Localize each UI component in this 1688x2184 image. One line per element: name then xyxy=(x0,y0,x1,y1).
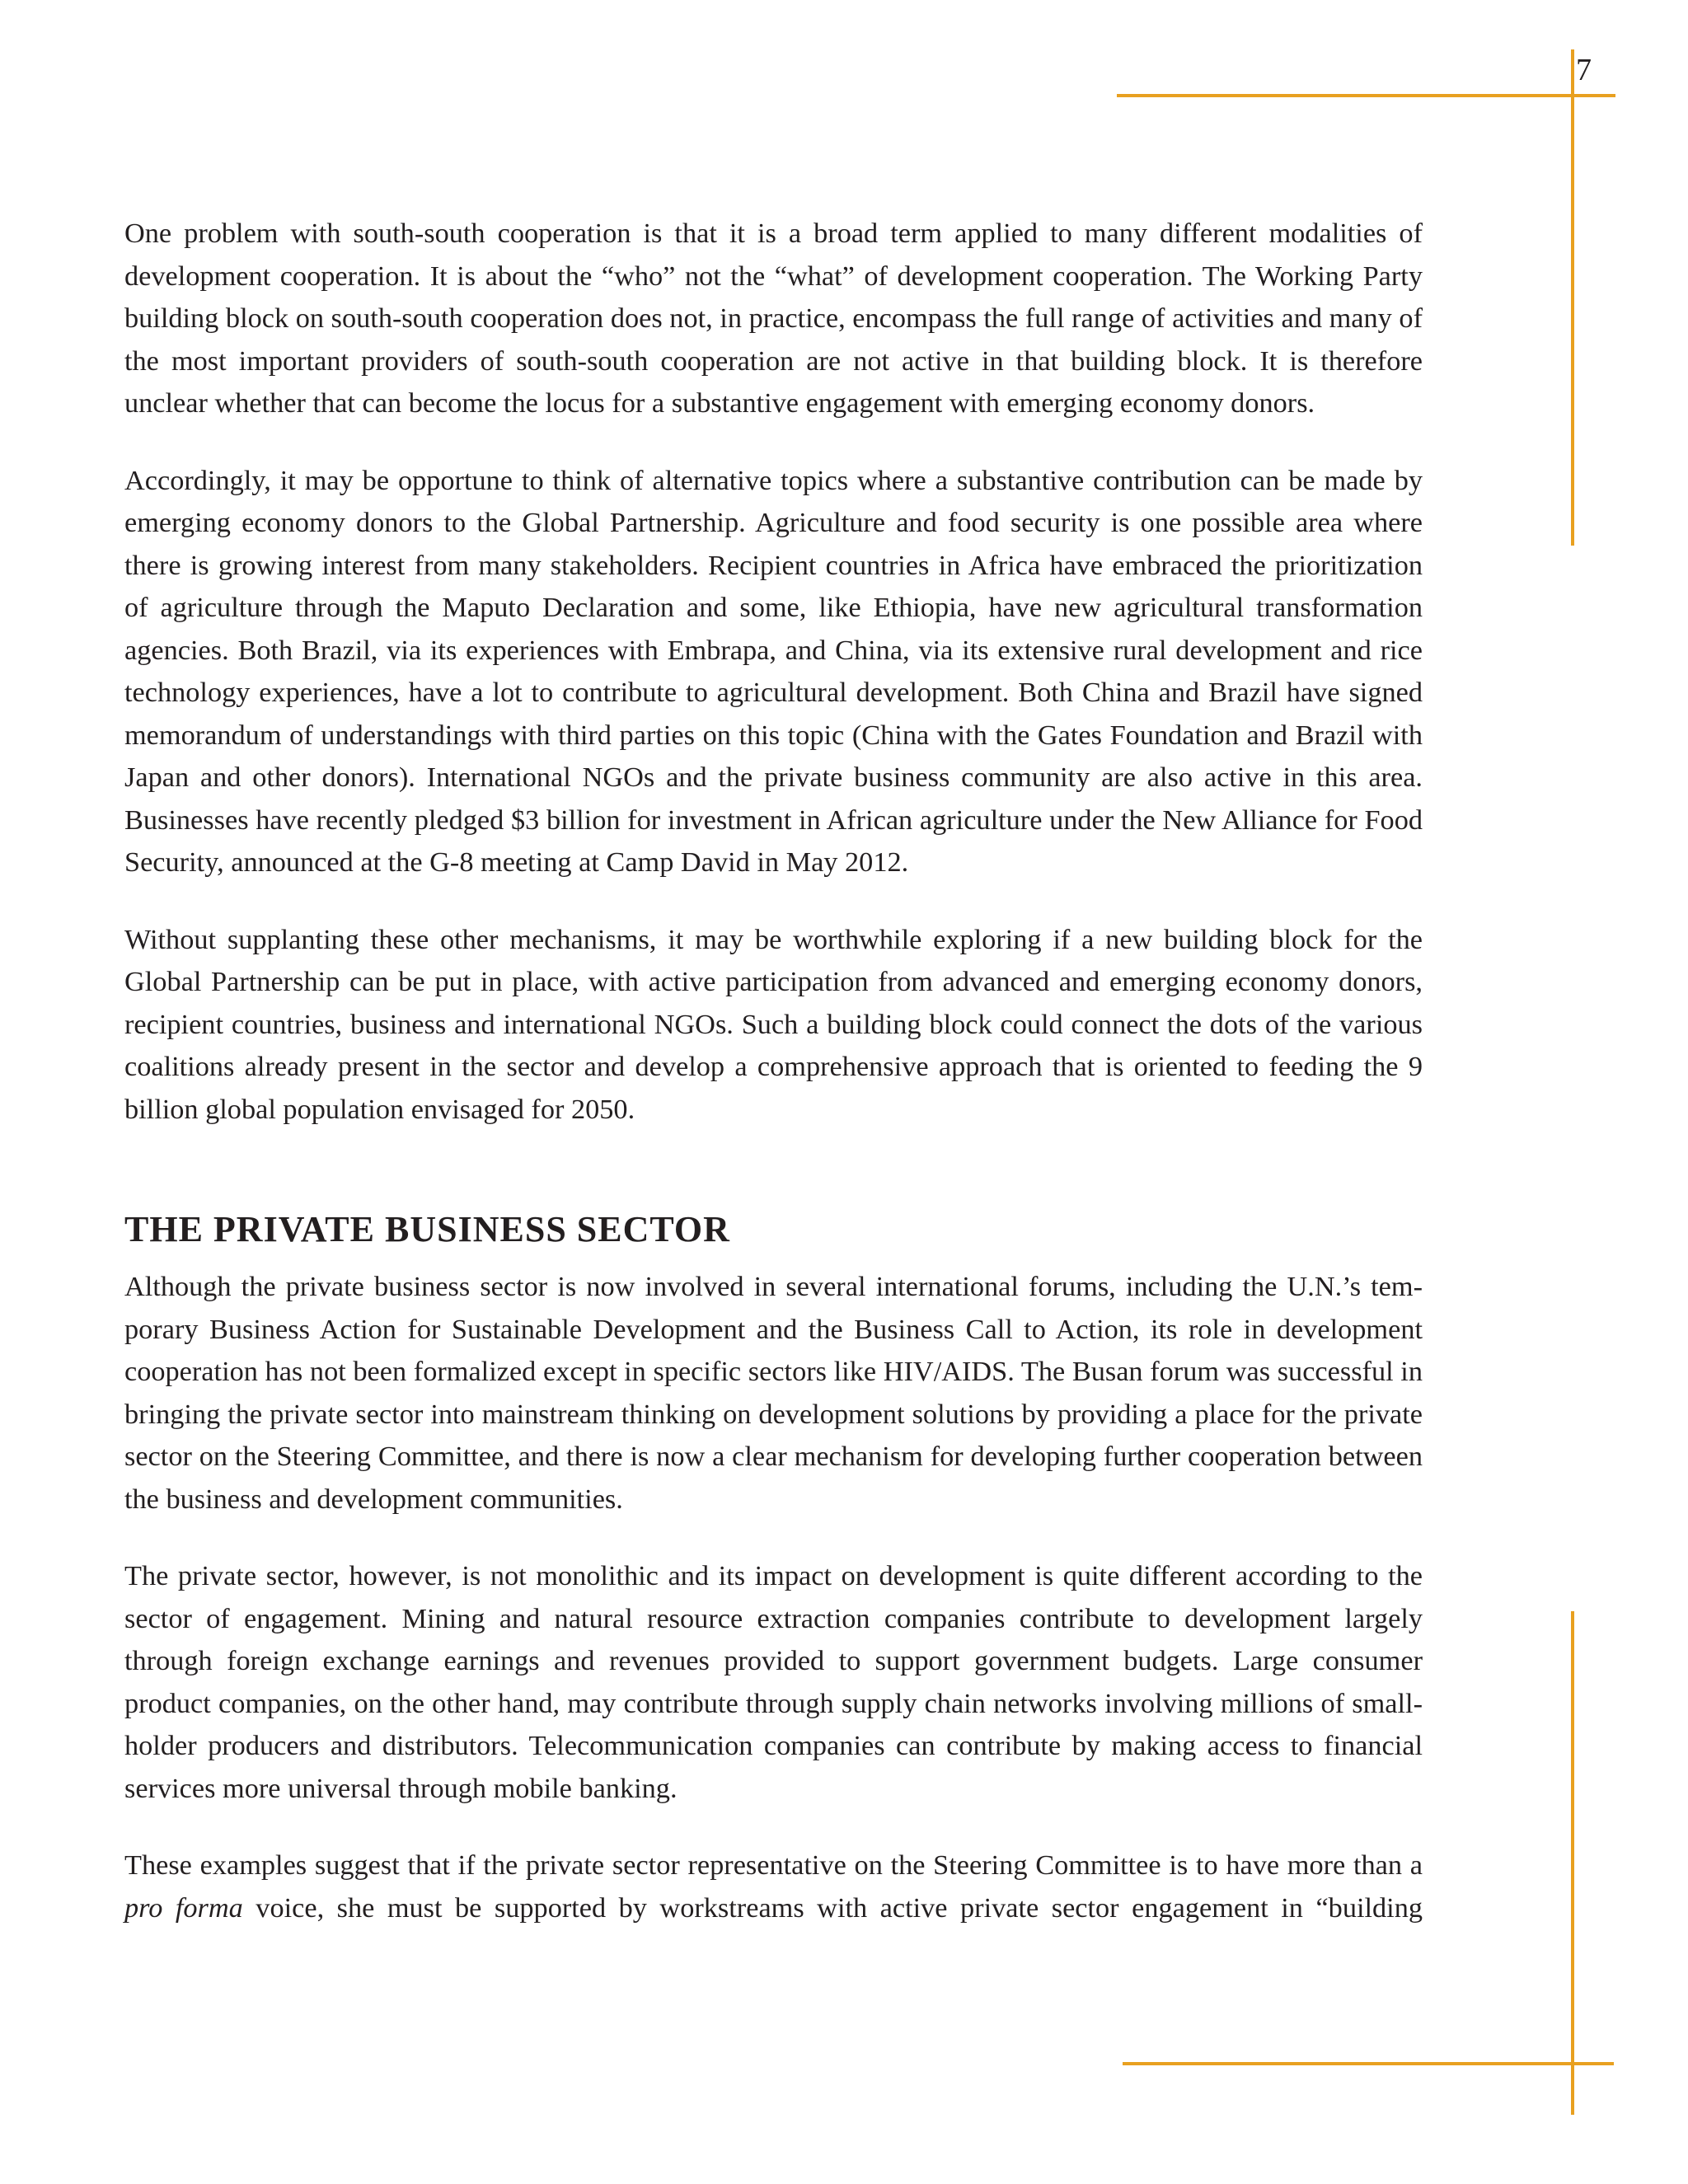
section-paragraph-1: Although the private business sector is now involved in several international forums, including the U.N.’s temporary Business Action for Sustainable Development and the Business Call to Action, its role in development cooperation has not been formalized except in specific sectors like HIV/AIDS. The Busan forum was successful in bringing the private sector into mainstream thinking on development solutions by providing a place for the private sector on the Steering Committee, and there is now a clear mechanism for developing further cooperation between the business and development communities. xyxy=(124,1271,1423,1515)
top-vertical-rule xyxy=(1571,49,1574,546)
page-number: 7 xyxy=(1576,53,1592,87)
section-paragraph-2: The private sector, however, is not monolithic and its impact on development is quite different according to the sector of engagement. Mining and natural resource extraction companies contribute to development largely through foreign exchange earnings and revenues provided to support government budgets. Large consumer product companies, on the other hand, may contribute through supply chain networks involving millions of small-holder producers and distributors. Telecommunication companies can contribute by making access to financial services more universal through mobile banking. xyxy=(124,1560,1423,1804)
section-paragraph-3 xyxy=(124,1844,1423,1929)
section-paragraph-3-end: voice, she must be supported by workstreams with active private sector engagement in “building xyxy=(242,1891,1423,1924)
section-heading: THE PRIVATE BUSINESS SECTOR xyxy=(124,1209,730,1249)
top-horizontal-rule xyxy=(1117,94,1615,97)
bottom-horizontal-rule xyxy=(1123,2062,1614,2065)
body-paragraph-1: One problem with south-south cooperation is that it is a broad term applied to many different modalities of development cooperation. It is about the “who” not the “what” of development cooperation. The Working Party building block on south-south cooperation does not, in practice, encompass the full range of activities and many of the most important providers of south-south cooperation are not active in that building block. It is therefore unclear whether that can become the locus for a substantive engagement with emerging economy donors. xyxy=(124,218,1423,419)
bottom-vertical-rule xyxy=(1571,1611,1574,2115)
body-paragraph-2: Accordingly, it may be opportune to think of alternative topics where a substantive contribution can be made by emerging economy donors to the Global Partnership. Agriculture and food security is one possible area where there is growing interest from many stakeholders. Recipient countries in Africa have embraced the prioritization of agriculture through the Maputo Declaration and some, like Ethiopia, have new agricultural transformation agencies. Both Brazil, via its experiences with Embrapa, and China, via its extensive rural development and rice technology experiences, have a lot to contribute to agricultural development. Both China and Brazil have signed memorandum of understandings with third parties on this topic (China with the Gates Foundation and Brazil with Japan and other donors). International NGOs and the private business community are also active in this area. Businesses have recently pledged $3 billion for investment in African agriculture under the New Alliance for Food Security, announced at the G-8 meeting at Camp David in May 2012. xyxy=(124,464,1423,878)
page-body xyxy=(124,213,1423,1964)
pro-forma-italic: pro forma xyxy=(124,1891,243,1924)
body-paragraph-3: Without supplanting these other mechanisms, it may be worthwhile exploring if a new building block for the Global Partnership can be put in place, with active participation from advanced and emerging economy donors, recipient countries, business and international NGOs. Such a building block could connect the dots of the various coalitions already present in the sector and develop a comprehensive approach that is oriented to feeding the 9 billion global population envisaged for 2050. xyxy=(124,923,1423,1125)
section-paragraph-3-start: These examples suggest that if the private sector representative on the Steering Committee is to have more than a xyxy=(124,1849,1423,1881)
